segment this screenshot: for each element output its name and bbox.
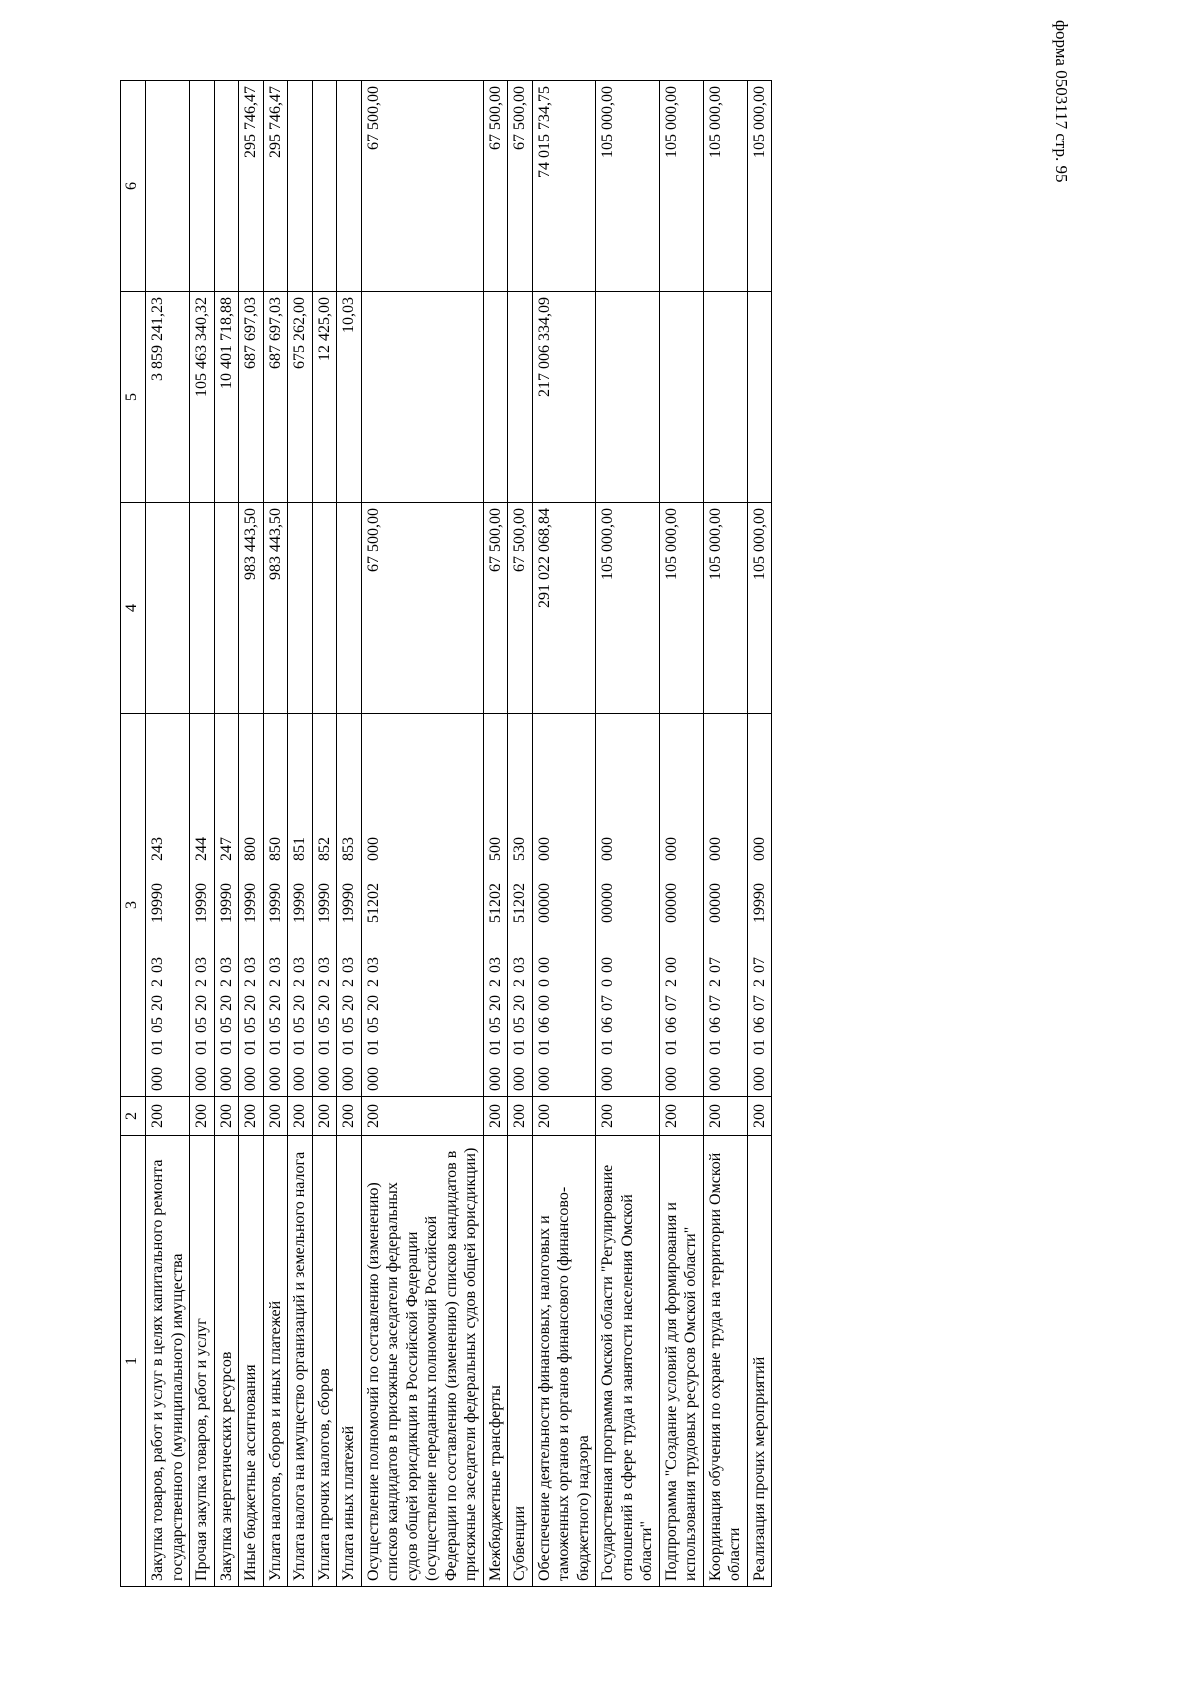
code-part: 000 xyxy=(511,1067,529,1091)
code-part: 01 xyxy=(364,1039,382,1055)
budget-code xyxy=(598,719,618,1091)
row-budget-code-cell xyxy=(239,714,264,1097)
code-part: 2 xyxy=(291,979,309,987)
row-line-code-cell: 200 xyxy=(703,1097,747,1136)
row-name-cell: Иные бюджетные ассигнования xyxy=(239,1136,264,1587)
code-part: 2 xyxy=(242,979,260,987)
code-part: 00 xyxy=(535,995,553,1011)
code-part: 000 xyxy=(291,1067,309,1091)
row-executed-cell xyxy=(596,292,660,503)
code-part: 0 xyxy=(599,979,617,987)
row-name-cell: Подпрограмма "Создание условий для формирования и использования трудовых ресурсов Омской области" xyxy=(659,1136,703,1587)
row-line-code-cell: 200 xyxy=(312,1097,337,1136)
row-unexecuted-cell: 67 500,00 xyxy=(508,81,533,292)
budget-code xyxy=(535,719,555,1091)
code-part: 03 xyxy=(242,957,260,973)
budget-code xyxy=(290,719,310,1091)
code-part: 851 xyxy=(291,837,309,861)
budget-code xyxy=(486,719,506,1091)
row-unexecuted-cell: 74 015 734,75 xyxy=(532,81,596,292)
row-approved-cell: 67 500,00 xyxy=(361,503,483,714)
column-number-row xyxy=(121,81,146,1587)
code-part: 000 xyxy=(599,837,617,861)
row-name-cell: Уплата иных платежей xyxy=(337,1136,362,1587)
code-part: 2 xyxy=(511,979,529,987)
code-part: 20 xyxy=(511,995,529,1011)
row-unexecuted-cell: 295 746,47 xyxy=(239,81,264,292)
row-approved-cell: 983 443,50 xyxy=(263,503,288,714)
code-part: 20 xyxy=(217,995,235,1011)
row-name-cell: Уплата прочих налогов, сборов xyxy=(312,1136,337,1587)
row-executed-cell: 687 697,03 xyxy=(263,292,288,503)
budget-code xyxy=(339,719,359,1091)
row-budget-code-cell xyxy=(146,714,190,1097)
row-unexecuted-cell: 105 000,00 xyxy=(659,81,703,292)
row-unexecuted-cell xyxy=(337,81,362,292)
table-row xyxy=(214,81,239,1587)
code-part: 00000 xyxy=(599,883,617,923)
code-part: 000 xyxy=(266,1067,284,1091)
table-row xyxy=(659,81,703,1587)
code-part: 00000 xyxy=(706,883,724,923)
row-unexecuted-cell: 105 000,00 xyxy=(747,81,772,292)
row-line-code-cell: 200 xyxy=(532,1097,596,1136)
row-executed-cell: 12 425,00 xyxy=(312,292,337,503)
row-unexecuted-cell xyxy=(288,81,313,292)
code-part: 000 xyxy=(364,837,382,861)
row-name-cell: Межбюджетные трансферты xyxy=(483,1136,508,1587)
code-part: 20 xyxy=(364,995,382,1011)
code-part: 07 xyxy=(750,995,768,1011)
row-line-code-cell: 200 xyxy=(214,1097,239,1136)
row-unexecuted-cell: 105 000,00 xyxy=(703,81,747,292)
code-part: 07 xyxy=(750,957,768,973)
budget-code xyxy=(217,719,237,1091)
row-approved-cell: 105 000,00 xyxy=(703,503,747,714)
row-executed-cell: 10 401 718,88 xyxy=(214,292,239,503)
budget-code xyxy=(266,719,286,1091)
code-part: 01 xyxy=(535,1039,553,1055)
code-part: 03 xyxy=(149,957,166,973)
table-row xyxy=(312,81,337,1587)
code-part: 2 xyxy=(149,979,166,987)
code-part: 03 xyxy=(486,957,504,973)
code-part: 000 xyxy=(706,837,724,861)
code-part: 06 xyxy=(535,1017,553,1033)
code-part: 01 xyxy=(662,1039,680,1055)
code-part: 530 xyxy=(511,837,529,861)
code-part: 000 xyxy=(242,1067,260,1091)
code-part: 00 xyxy=(535,957,553,973)
code-part: 000 xyxy=(149,1067,166,1091)
row-name-cell: Закупка энергетических ресурсов xyxy=(214,1136,239,1587)
row-line-code-cell: 200 xyxy=(659,1097,703,1136)
row-approved-cell: 105 000,00 xyxy=(596,503,660,714)
code-part: 01 xyxy=(266,1039,284,1055)
row-executed-cell: 105 463 340,32 xyxy=(190,292,215,503)
code-part: 03 xyxy=(315,957,333,973)
row-executed-cell: 3 859 241,23 xyxy=(146,292,190,503)
row-budget-code-cell xyxy=(532,714,596,1097)
code-part: 05 xyxy=(149,1017,166,1033)
code-part: 06 xyxy=(599,1017,617,1033)
code-part: 01 xyxy=(149,1039,166,1055)
table-row xyxy=(190,81,215,1587)
table-row xyxy=(239,81,264,1587)
code-part: 000 xyxy=(340,1067,358,1091)
row-executed-cell: 10,03 xyxy=(337,292,362,503)
row-budget-code-cell xyxy=(361,714,483,1097)
code-part: 853 xyxy=(340,837,358,861)
code-part: 19990 xyxy=(217,883,235,923)
table-row xyxy=(337,81,362,1587)
code-part: 2 xyxy=(706,979,724,987)
row-budget-code-cell xyxy=(747,714,772,1097)
row-line-code-cell: 200 xyxy=(263,1097,288,1136)
code-part: 01 xyxy=(340,1039,358,1055)
code-part: 06 xyxy=(706,1017,724,1033)
row-executed-cell xyxy=(483,292,508,503)
code-part: 07 xyxy=(706,995,724,1011)
row-approved-cell: 105 000,00 xyxy=(659,503,703,714)
row-name-cell: Уплата налога на имущество организаций и земельного налога xyxy=(288,1136,313,1587)
code-part: 05 xyxy=(291,1017,309,1033)
row-budget-code-cell xyxy=(214,714,239,1097)
code-part: 20 xyxy=(193,995,211,1011)
code-part: 01 xyxy=(511,1039,529,1055)
row-unexecuted-cell: 67 500,00 xyxy=(361,81,483,292)
budget-code xyxy=(192,719,212,1091)
row-name-cell: Уплата налогов, сборов и иных платежей xyxy=(263,1136,288,1587)
budget-code xyxy=(750,719,770,1091)
code-part: 05 xyxy=(217,1017,235,1033)
code-part: 20 xyxy=(149,995,166,1011)
code-part: 01 xyxy=(486,1039,504,1055)
budget-code xyxy=(315,719,335,1091)
budget-code xyxy=(510,719,530,1091)
code-part: 2 xyxy=(340,979,358,987)
budget-code xyxy=(706,719,726,1091)
row-name-cell: Координация обучения по охране труда на территории Омской области xyxy=(703,1136,747,1587)
code-part: 01 xyxy=(242,1039,260,1055)
table-row xyxy=(596,81,660,1587)
code-part: 2 xyxy=(750,979,768,987)
row-executed-cell xyxy=(361,292,483,503)
code-part: 51202 xyxy=(364,883,382,923)
table-row xyxy=(508,81,533,1587)
code-part: 05 xyxy=(315,1017,333,1033)
code-part: 01 xyxy=(750,1039,768,1055)
row-approved-cell: 983 443,50 xyxy=(239,503,264,714)
budget-code xyxy=(364,719,384,1091)
code-part: 05 xyxy=(364,1017,382,1033)
code-part: 06 xyxy=(750,1017,768,1033)
row-line-code-cell: 200 xyxy=(239,1097,264,1136)
row-executed-cell xyxy=(659,292,703,503)
code-part: 01 xyxy=(291,1039,309,1055)
code-part: 19990 xyxy=(149,883,166,923)
code-part: 000 xyxy=(486,1067,504,1091)
code-part: 00000 xyxy=(535,883,553,923)
row-executed-cell: 675 262,00 xyxy=(288,292,313,503)
code-part: 2 xyxy=(217,979,235,987)
code-part: 05 xyxy=(266,1017,284,1033)
row-budget-code-cell xyxy=(483,714,508,1097)
table-row xyxy=(361,81,483,1587)
column-header-4: 4 xyxy=(121,503,146,714)
code-part: 2 xyxy=(486,979,504,987)
code-part: 19990 xyxy=(750,883,768,923)
code-part: 03 xyxy=(193,957,211,973)
row-approved-cell xyxy=(214,503,239,714)
row-approved-cell xyxy=(146,503,190,714)
code-part: 19990 xyxy=(193,883,211,923)
code-part: 06 xyxy=(662,1017,680,1033)
row-name-cell: Государственная программа Омской области "Регулирование отношений в сфере труда и занятости населения Омской области" xyxy=(596,1136,660,1587)
budget-code xyxy=(241,719,261,1091)
row-approved-cell xyxy=(190,503,215,714)
code-part: 2 xyxy=(315,979,333,987)
code-part: 2 xyxy=(662,979,680,987)
code-part: 800 xyxy=(242,837,260,861)
table-row xyxy=(747,81,772,1587)
row-unexecuted-cell xyxy=(312,81,337,292)
code-part: 000 xyxy=(535,1067,553,1091)
row-line-code-cell: 200 xyxy=(190,1097,215,1136)
code-part: 2 xyxy=(364,979,382,987)
code-part: 244 xyxy=(193,837,211,861)
row-line-code-cell: 200 xyxy=(288,1097,313,1136)
code-part: 19990 xyxy=(340,883,358,923)
code-part: 000 xyxy=(315,1067,333,1091)
row-approved-cell: 67 500,00 xyxy=(508,503,533,714)
code-part: 01 xyxy=(315,1039,333,1055)
column-header-5: 5 xyxy=(121,292,146,503)
form-page-header: форма 0503117 стр. 95 xyxy=(1052,20,1071,183)
row-approved-cell: 291 022 068,84 xyxy=(532,503,596,714)
row-budget-code-cell xyxy=(337,714,362,1097)
code-part: 51202 xyxy=(511,883,529,923)
code-part: 20 xyxy=(242,995,260,1011)
code-part: 01 xyxy=(217,1039,235,1055)
code-part: 20 xyxy=(266,995,284,1011)
code-part: 19990 xyxy=(266,883,284,923)
code-part: 19990 xyxy=(242,883,260,923)
table-row xyxy=(263,81,288,1587)
code-part: 05 xyxy=(486,1017,504,1033)
row-line-code-cell: 200 xyxy=(483,1097,508,1136)
code-part: 01 xyxy=(706,1039,724,1055)
code-part: 19990 xyxy=(315,883,333,923)
row-unexecuted-cell xyxy=(190,81,215,292)
row-approved-cell xyxy=(288,503,313,714)
code-part: 20 xyxy=(486,995,504,1011)
code-part: 19990 xyxy=(291,883,309,923)
table-row xyxy=(483,81,508,1587)
row-name-cell: Реализация прочих мероприятий xyxy=(747,1136,772,1587)
code-part: 000 xyxy=(750,837,768,861)
row-name-cell: Закупка товаров, работ и услуг в целях капитального ремонта государственного (муниципального) имущества xyxy=(146,1136,190,1587)
row-name-cell: Субвенции xyxy=(508,1136,533,1587)
code-part: 03 xyxy=(511,957,529,973)
code-part: 01 xyxy=(193,1039,211,1055)
budget-report-table xyxy=(120,80,772,1587)
table-row xyxy=(532,81,596,1587)
column-header-3: 3 xyxy=(121,714,146,1097)
row-executed-cell xyxy=(703,292,747,503)
row-unexecuted-cell: 295 746,47 xyxy=(263,81,288,292)
code-part: 20 xyxy=(340,995,358,1011)
row-budget-code-cell xyxy=(190,714,215,1097)
code-part: 000 xyxy=(217,1067,235,1091)
row-budget-code-cell xyxy=(508,714,533,1097)
code-part: 51202 xyxy=(486,883,504,923)
row-line-code-cell: 200 xyxy=(146,1097,190,1136)
code-part: 03 xyxy=(291,957,309,973)
code-part: 07 xyxy=(706,957,724,973)
row-budget-code-cell xyxy=(288,714,313,1097)
row-unexecuted-cell xyxy=(146,81,190,292)
row-budget-code-cell xyxy=(703,714,747,1097)
column-header-1: 1 xyxy=(121,1136,146,1587)
row-budget-code-cell xyxy=(312,714,337,1097)
code-part: 000 xyxy=(662,1067,680,1091)
code-part: 03 xyxy=(217,957,235,973)
row-executed-cell: 217 006 334,09 xyxy=(532,292,596,503)
row-approved-cell xyxy=(312,503,337,714)
code-part: 07 xyxy=(662,995,680,1011)
code-part: 000 xyxy=(364,1067,382,1091)
code-part: 000 xyxy=(662,837,680,861)
budget-code xyxy=(662,719,682,1091)
column-header-2: 2 xyxy=(121,1097,146,1136)
row-budget-code-cell xyxy=(263,714,288,1097)
code-part: 20 xyxy=(315,995,333,1011)
row-name-cell: Прочая закупка товаров, работ и услуг xyxy=(190,1136,215,1587)
budget-code xyxy=(148,719,168,1091)
table-row xyxy=(288,81,313,1587)
code-part: 03 xyxy=(266,957,284,973)
code-part: 05 xyxy=(340,1017,358,1033)
code-part: 2 xyxy=(266,979,284,987)
code-part: 07 xyxy=(599,995,617,1011)
row-executed-cell xyxy=(508,292,533,503)
code-part: 01 xyxy=(599,1039,617,1055)
code-part: 000 xyxy=(535,837,553,861)
row-line-code-cell: 200 xyxy=(337,1097,362,1136)
row-line-code-cell: 200 xyxy=(747,1097,772,1136)
code-part: 03 xyxy=(364,957,382,973)
code-part: 05 xyxy=(242,1017,260,1033)
row-line-code-cell: 200 xyxy=(508,1097,533,1136)
row-unexecuted-cell: 105 000,00 xyxy=(596,81,660,292)
row-executed-cell: 687 697,03 xyxy=(239,292,264,503)
row-unexecuted-cell: 67 500,00 xyxy=(483,81,508,292)
code-part: 20 xyxy=(291,995,309,1011)
code-part: 000 xyxy=(750,1067,768,1091)
code-part: 03 xyxy=(340,957,358,973)
table-row xyxy=(703,81,747,1587)
row-line-code-cell: 200 xyxy=(361,1097,483,1136)
code-part: 05 xyxy=(193,1017,211,1033)
code-part: 500 xyxy=(486,837,504,861)
code-part: 00000 xyxy=(662,883,680,923)
row-approved-cell xyxy=(337,503,362,714)
row-budget-code-cell xyxy=(596,714,660,1097)
table-row xyxy=(146,81,190,1587)
code-part: 247 xyxy=(217,837,235,861)
table-body xyxy=(146,81,772,1587)
row-name-cell: Осуществление полномочий по составлению (изменению) списков кандидатов в присяжные заседатели федеральных судов общей юрисдикции в Российской Федерации (осуществление переданных полномочий Российской Федерации по составлению (изменению) списков кандидатов в присяжные заседатели федеральных судов общей юрисдикции) xyxy=(361,1136,483,1587)
row-unexecuted-cell xyxy=(214,81,239,292)
row-line-code-cell: 200 xyxy=(596,1097,660,1136)
column-header-6: 6 xyxy=(121,81,146,292)
code-part: 243 xyxy=(149,837,166,861)
code-part: 000 xyxy=(706,1067,724,1091)
row-approved-cell: 67 500,00 xyxy=(483,503,508,714)
code-part: 0 xyxy=(535,979,553,987)
row-budget-code-cell xyxy=(659,714,703,1097)
code-part: 000 xyxy=(193,1067,211,1091)
code-part: 852 xyxy=(315,837,333,861)
code-part: 00 xyxy=(599,957,617,973)
code-part: 05 xyxy=(511,1017,529,1033)
row-name-cell: Обеспечение деятельности финансовых, налоговых и таможенных органов и органов финансового (финансово-бюджетного) надзора xyxy=(532,1136,596,1587)
code-part: 000 xyxy=(599,1067,617,1091)
code-part: 850 xyxy=(266,837,284,861)
row-approved-cell: 105 000,00 xyxy=(747,503,772,714)
code-part: 2 xyxy=(193,979,211,987)
code-part: 00 xyxy=(662,957,680,973)
row-executed-cell xyxy=(747,292,772,503)
